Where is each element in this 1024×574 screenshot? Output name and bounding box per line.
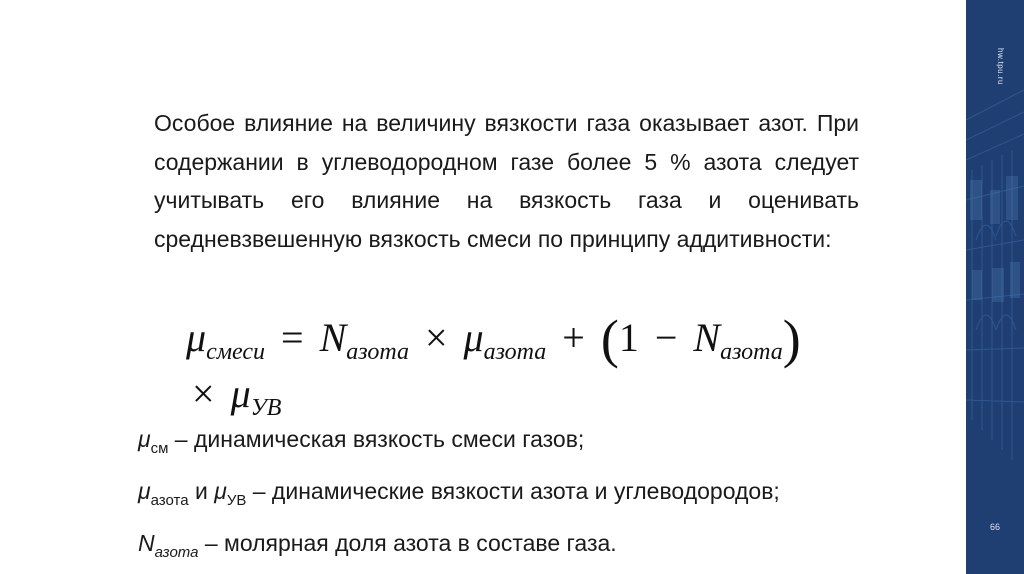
formula-times-2: × bbox=[192, 371, 215, 416]
formula-plus: + bbox=[562, 315, 585, 360]
def-and: и bbox=[188, 478, 215, 504]
intro-paragraph bbox=[154, 104, 859, 258]
definition-component-viscosities bbox=[138, 470, 928, 522]
formula-minus: − bbox=[654, 315, 678, 360]
formula-n-nitrogen-2: N bbox=[693, 315, 721, 360]
def-text-mixture: – динамическая вязкость смеси газов; bbox=[168, 426, 585, 452]
formula-sub-nitrogen-1: азота bbox=[346, 339, 409, 365]
formula-mu-mix: μ bbox=[186, 315, 207, 360]
formula-one: 1 bbox=[618, 315, 639, 360]
formula-n-nitrogen: N bbox=[319, 315, 347, 360]
def-sub-nitrogen: азота bbox=[150, 492, 189, 509]
viscosity-formula bbox=[186, 308, 826, 421]
intro-text: Особое влияние на величину вязкости газа оказывает азот. При содержании в углеводородном газе более 5 % азота следует учитывать его влияние на вязкость газа и оценивать средневзвешенную вязкость смеси по принципу аддитивности: bbox=[154, 110, 859, 252]
formula-sub-mix: смеси bbox=[206, 339, 266, 365]
def-symbol-mu: $\mu_{см}$ bbox=[138, 426, 169, 457]
formula-equals: = bbox=[281, 315, 304, 360]
def-sub-mix: см bbox=[150, 440, 169, 457]
formula-sub-hydrocarbons: УВ bbox=[250, 395, 282, 421]
formula-mu-nitrogen: μ bbox=[463, 315, 484, 360]
formula-mu-hydrocarbons: μ bbox=[230, 371, 251, 416]
def-text-fraction: – молярная доля азота в составе газа. bbox=[198, 530, 617, 556]
def-sub-hc: УВ bbox=[226, 492, 247, 509]
def-text-components: – динамические вязкости азота и углеводородов; bbox=[246, 478, 780, 504]
definition-molar-fraction bbox=[138, 522, 928, 574]
formula-right-paren: ) bbox=[782, 309, 801, 369]
formula-sub-nitrogen-3: азота bbox=[720, 339, 783, 365]
definitions-list bbox=[138, 418, 928, 574]
def-sub-nitrogen-fraction: азота bbox=[154, 544, 199, 561]
formula-sub-nitrogen-2: азота bbox=[483, 339, 547, 365]
def-symbol-mu-hc: $\mu_{УВ}$ bbox=[214, 478, 247, 509]
page-number: 66 bbox=[989, 522, 1000, 532]
definition-mixture-viscosity bbox=[138, 418, 928, 470]
def-symbol-n: $N_{азота}$ bbox=[138, 530, 199, 561]
formula-left-paren: ( bbox=[600, 309, 619, 369]
site-label: hw.tpu.ru bbox=[996, 48, 1005, 85]
def-symbol-mu-nitrogen: $\mu_{азота}$ bbox=[138, 478, 189, 509]
formula-times-1: × bbox=[424, 315, 448, 360]
